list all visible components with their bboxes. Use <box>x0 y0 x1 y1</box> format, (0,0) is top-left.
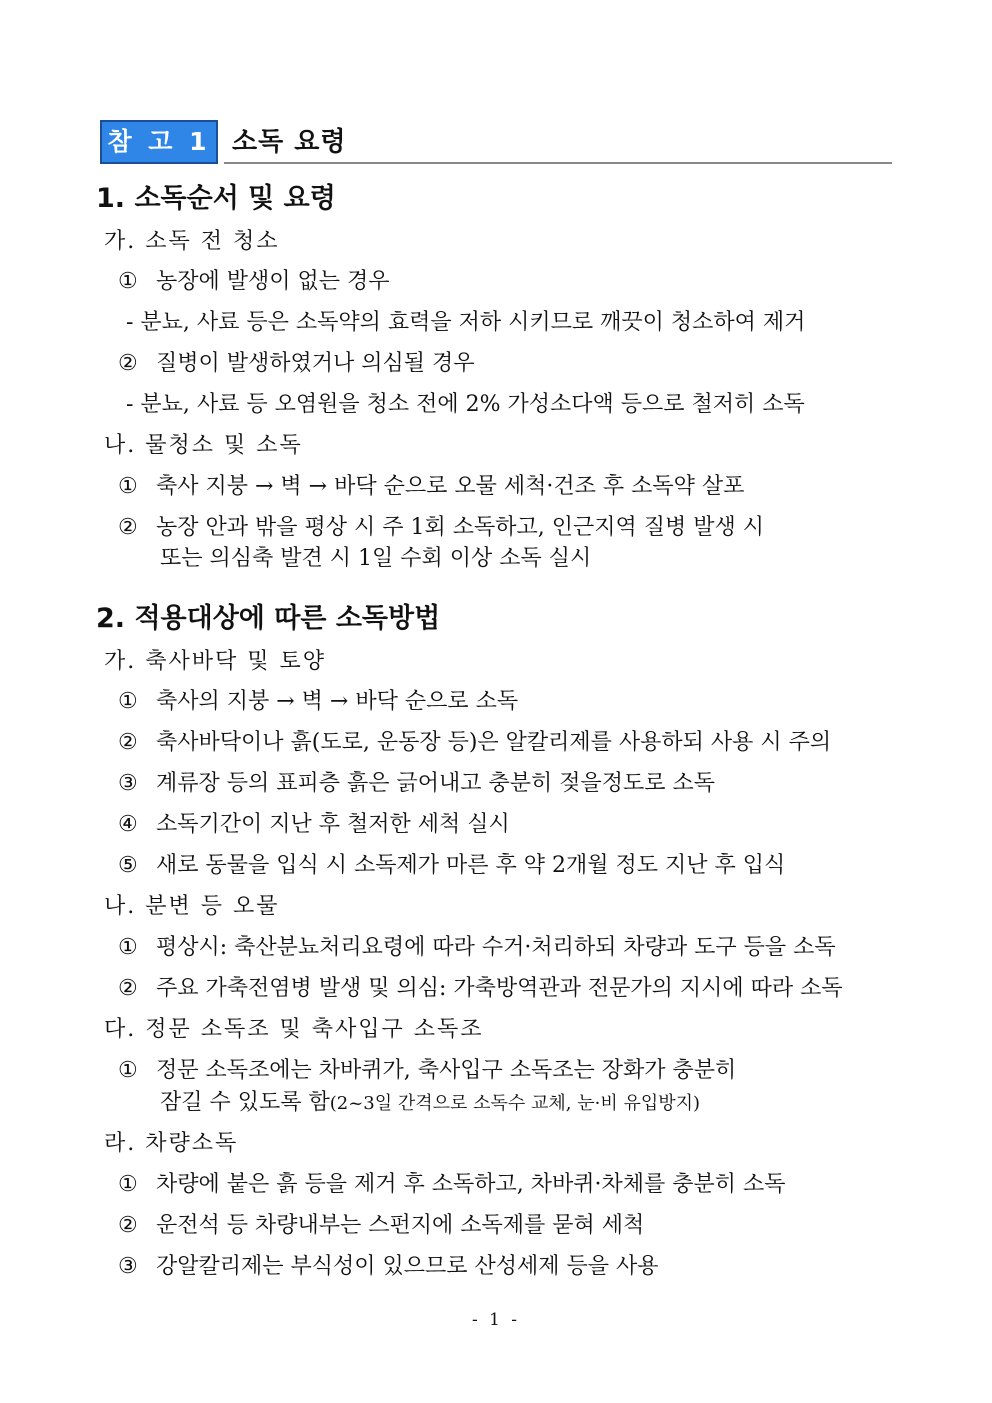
list-item <box>118 1208 896 1239</box>
item-number: ② <box>118 976 138 1001</box>
page-number: - 1 - <box>471 1310 521 1330</box>
item-text: 축사 지붕 → 벽 → 바닥 순으로 오물 세척·건조 후 소독약 살포 <box>156 474 745 499</box>
item-number: ③ <box>118 771 138 796</box>
subsection-1-na: 나. 물청소 및 소독 <box>104 433 303 458</box>
subsection-2-ga: 가. 축사바닥 및 토양 <box>104 649 326 674</box>
subsection-1-ga: 가. 소독 전 청소 <box>104 229 280 254</box>
item-text: 새로 동물을 입식 시 소독제가 마른 후 약 2개월 정도 지난 후 입식 <box>156 853 786 878</box>
item-text: 정문 소독조에는 차바퀴가, 축사입구 소독조는 장화가 충분히 <box>156 1058 737 1083</box>
item-text: 주요 가축전염병 발생 및 의심: 가축방역관과 전문가의 지시에 따라 소독 <box>156 976 843 1001</box>
list-item <box>118 1249 896 1280</box>
item-text: 농장 안과 밖을 평상 시 주 1회 소독하고, 인근지역 질병 발생 시 <box>156 515 764 540</box>
list-item <box>118 346 896 377</box>
list-item <box>118 807 896 838</box>
item-number: ① <box>118 1058 138 1083</box>
list-item <box>118 848 896 879</box>
list-item <box>118 1053 896 1084</box>
reference-title: 소독 요령 <box>232 127 347 157</box>
subsection-2-da: 다. 정문 소독조 및 축사입구 소독조 <box>104 1017 484 1042</box>
section-1-heading: 1. 소독순서 및 요령 <box>96 183 336 214</box>
item-continuation: 또는 의심축 발견 시 1일 수회 이상 소독 실시 <box>160 546 592 571</box>
item-text: 차량에 붙은 흙 등을 제거 후 소독하고, 차바퀴·차체를 충분히 소독 <box>156 1172 786 1197</box>
dash-item: - 분뇨, 사료 등 오염원을 청소 전에 2% 가성소다액 등으로 철저히 소독 <box>126 392 805 417</box>
list-item <box>118 930 896 961</box>
item-continuation <box>160 1085 700 1116</box>
item-text: 계류장 등의 표피층 흙은 긁어내고 충분히 젖을정도로 소독 <box>156 771 716 796</box>
list-item <box>118 264 896 295</box>
section-2-heading: 2. 적용대상에 따른 소독방법 <box>96 603 441 634</box>
item-text: 강알칼리제는 부식성이 있으므로 산성세제 등을 사용 <box>156 1254 659 1279</box>
item-number: ② <box>118 351 138 376</box>
list-item <box>118 469 896 500</box>
dash-item: - 분뇨, 사료 등은 소독약의 효력을 저하 시키므로 깨끗이 청소하여 제거 <box>126 310 806 335</box>
header-divider <box>224 162 892 164</box>
item-number: ② <box>118 1213 138 1238</box>
list-item <box>118 766 896 797</box>
continuation-main: 잠길 수 있도록 함 <box>160 1090 330 1115</box>
continuation-note: (2~3일 간격으로 소독수 교체, 눈·비 유입방지) <box>329 1093 701 1114</box>
item-number: ① <box>118 1172 138 1197</box>
item-text: 소독기간이 지난 후 철저한 세척 실시 <box>156 812 510 837</box>
item-text: 운전석 등 차량내부는 스펀지에 소독제를 묻혀 세척 <box>156 1213 645 1238</box>
list-item <box>118 1167 896 1198</box>
list-item <box>118 510 896 541</box>
item-number: ② <box>118 515 138 540</box>
list-item <box>118 684 896 715</box>
item-number: ① <box>118 935 138 960</box>
item-number: ① <box>118 689 138 714</box>
item-number: ① <box>118 474 138 499</box>
item-number: ① <box>118 269 138 294</box>
item-text: 축사의 지붕 → 벽 → 바닥 순으로 소독 <box>156 689 519 714</box>
item-text: 농장에 발생이 없는 경우 <box>156 269 390 294</box>
reference-badge: 참 고 1 <box>100 120 218 164</box>
list-item <box>118 971 896 1002</box>
subsection-2-na: 나. 분변 등 오물 <box>104 894 280 919</box>
item-text: 평상시: 축산분뇨처리요령에 따라 수거·처리하되 차량과 도구 등을 소독 <box>156 935 836 960</box>
item-number: ② <box>118 730 138 755</box>
item-text: 축사바닥이나 흙(도로, 운동장 등)은 알칼리제를 사용하되 사용 시 주의 <box>156 730 832 755</box>
item-number: ④ <box>118 812 138 837</box>
reference-header <box>100 120 892 166</box>
item-text: 질병이 발생하였거나 의심될 경우 <box>156 351 475 376</box>
item-number: ⑤ <box>118 853 138 878</box>
item-number: ③ <box>118 1254 138 1279</box>
subsection-2-ra: 라. 차량소독 <box>104 1131 239 1156</box>
list-item <box>118 725 896 756</box>
